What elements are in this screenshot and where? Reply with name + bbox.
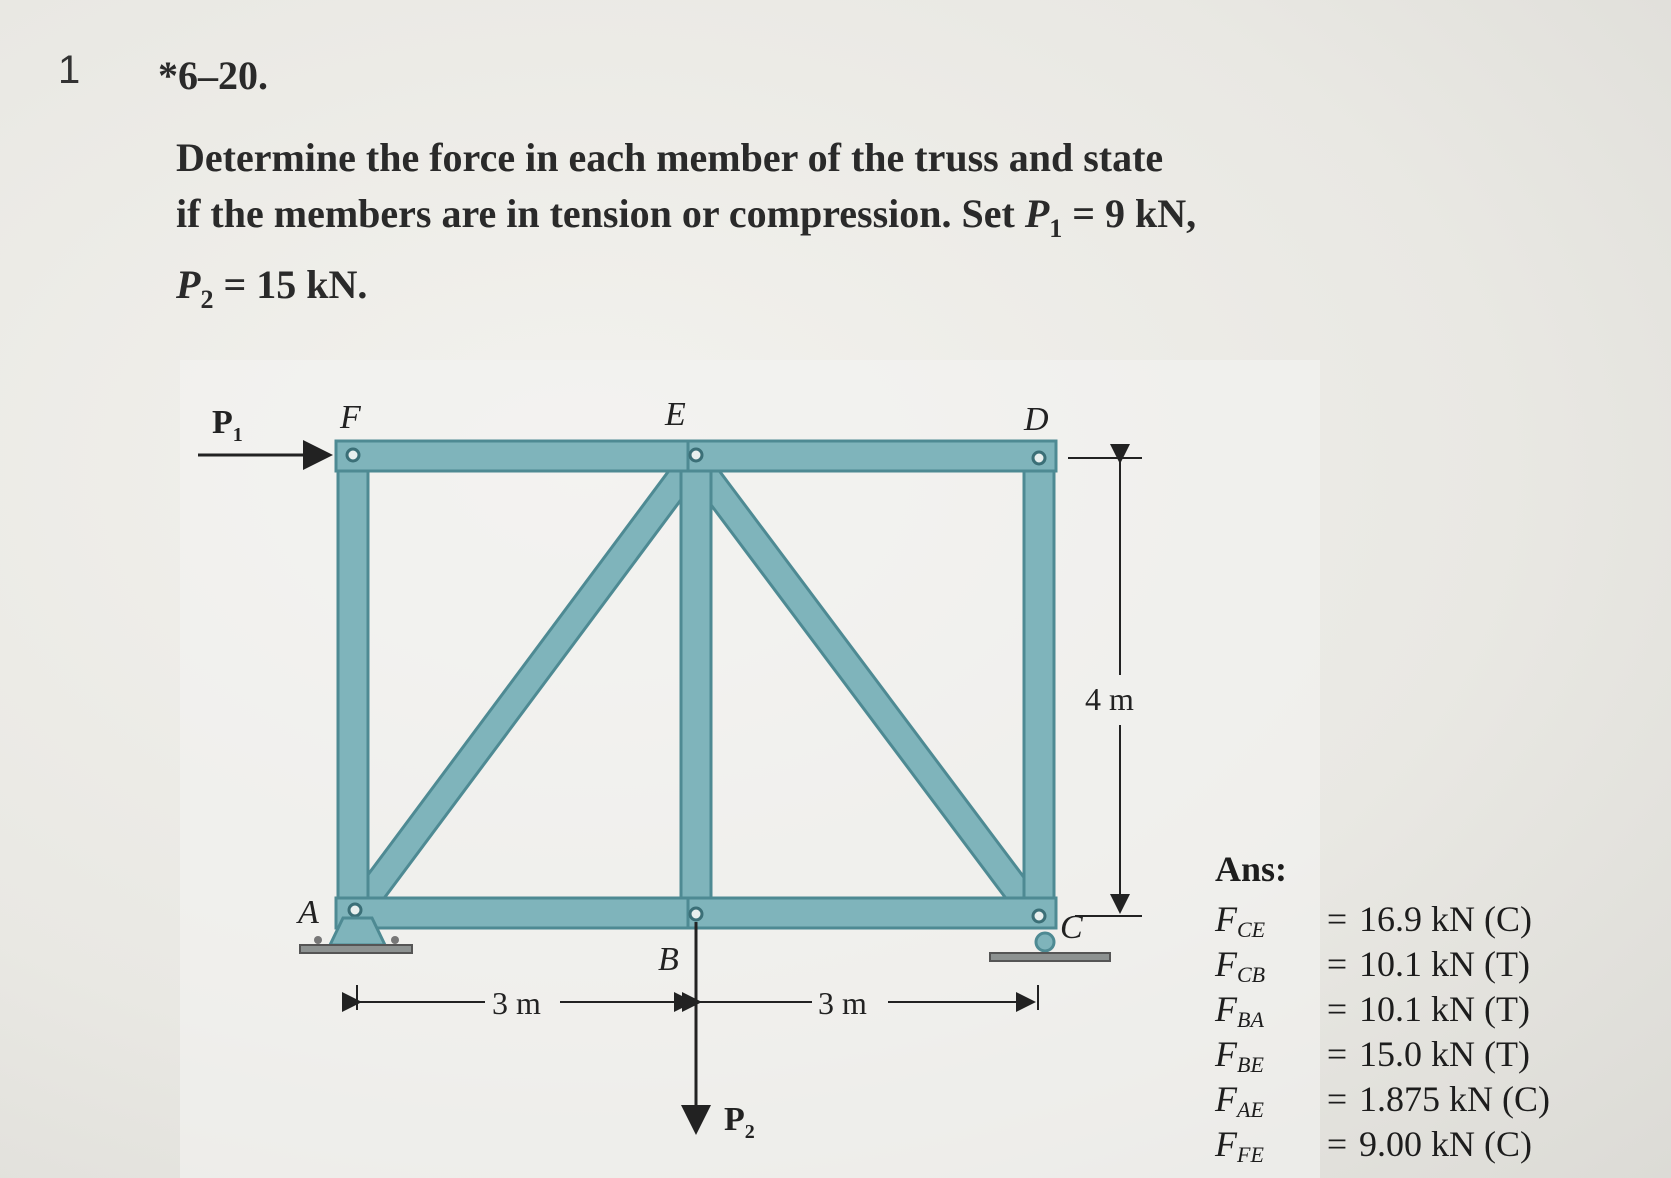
answer-row: $F_{CE} = 16.9$ kN (C) — [1215, 899, 1532, 942]
answer-row: $F_{CB} = 10.1$ kN (T) — [1215, 944, 1530, 987]
answer-block — [1215, 848, 1550, 1168]
pin-B — [690, 908, 702, 920]
answer-heading: Ans: — [1215, 849, 1288, 889]
label-p1: $P_1$ — [212, 404, 243, 446]
answer-row: $F_{BA} = 10.1$ kN (T) — [1215, 989, 1530, 1032]
member-BE — [681, 445, 711, 915]
pin-A — [349, 904, 361, 916]
label-p2: $P_2$ — [724, 1101, 755, 1143]
problem-number: *6–20. — [158, 53, 268, 98]
label-left-span: 3 m — [492, 985, 541, 1021]
label-joint-C: C — [1060, 909, 1083, 946]
answer-row: $F_{AE} = 1.875$ kN (C) — [1215, 1079, 1550, 1122]
member-ED — [688, 441, 1056, 471]
label-joint-E: E — [665, 396, 686, 433]
pin-F — [347, 449, 359, 461]
label-joint-F: F — [340, 399, 361, 436]
label-joint-B: B — [658, 941, 679, 978]
member-FE — [336, 441, 698, 471]
item-number: 1 — [58, 48, 81, 92]
answer-row: $F_{BE} = 15.0$ kN (T) — [1215, 1034, 1530, 1077]
statement-line-2: if the members are in tension or compression. Set $P_1 = 9$ kN, — [176, 191, 1197, 243]
answer-row: $F_{FE} = 9.00$ kN (C) — [1215, 1124, 1532, 1167]
member-AB — [336, 898, 698, 928]
label-height: 4 m — [1085, 681, 1134, 717]
pin-D — [1033, 452, 1045, 464]
member-CD — [1024, 445, 1054, 915]
label-joint-A: A — [298, 894, 319, 931]
member-AF — [338, 445, 368, 915]
member-BC — [688, 898, 1056, 928]
label-joint-D: D — [1024, 401, 1049, 438]
pin-C — [1033, 910, 1045, 922]
statement-line-3: $P_2 = 15$ kN. — [176, 262, 368, 314]
statement-line-1: Determine the force in each member of the truss and state — [176, 135, 1164, 180]
label-right-span: 3 m — [818, 985, 867, 1021]
pin-E — [690, 449, 702, 461]
